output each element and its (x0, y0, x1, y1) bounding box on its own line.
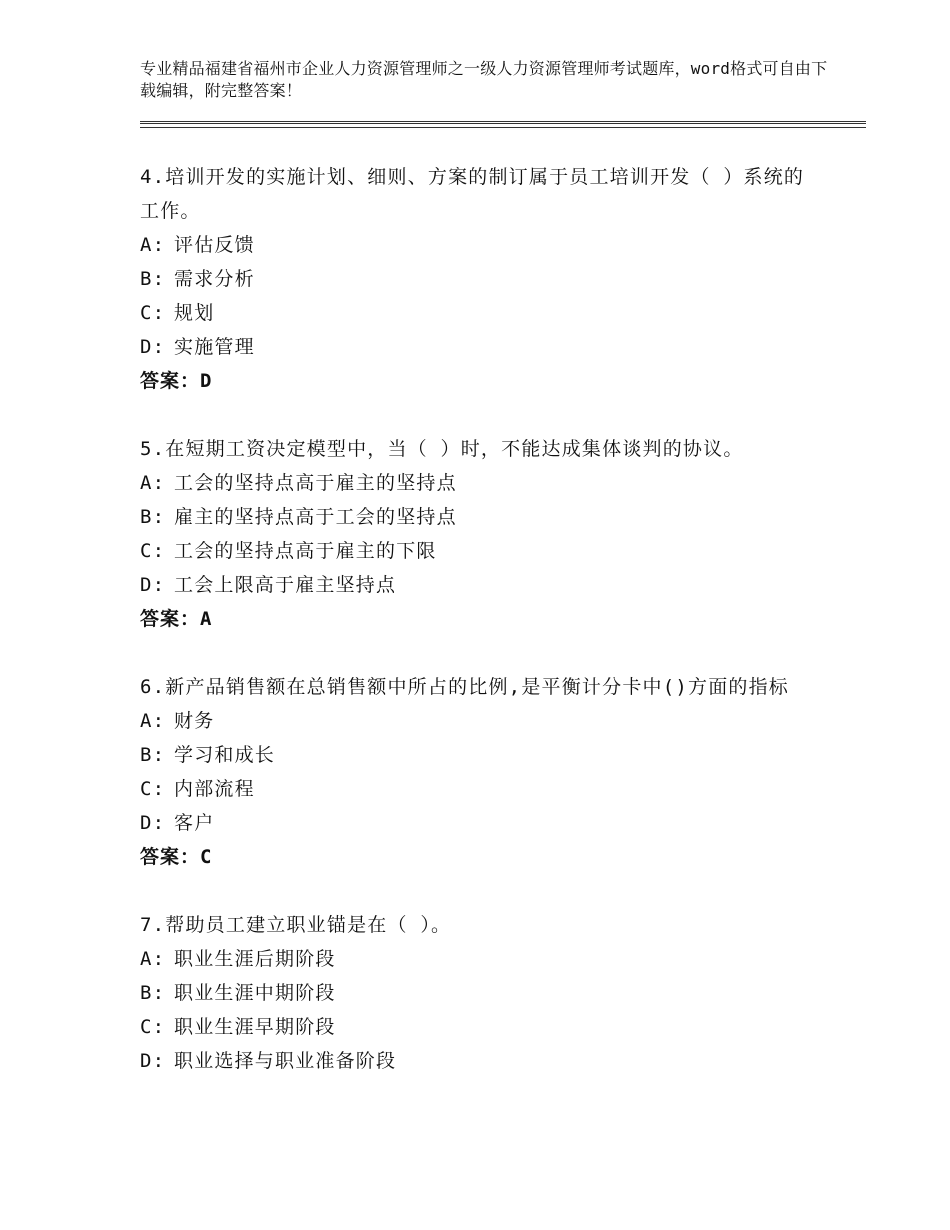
option-d (140, 1044, 820, 1078)
option-text: 工会的坚持点高于雇主的坚持点 (174, 472, 457, 494)
option-text: 客户 (174, 812, 215, 834)
option-key: B: (140, 268, 166, 290)
option-key: A: (140, 710, 166, 732)
question-6 (140, 670, 820, 874)
option-a (140, 942, 820, 976)
option-text: 工会上限高于雇主坚持点 (174, 574, 397, 596)
question-spacer (140, 398, 820, 432)
option-key: C: (140, 1016, 166, 1038)
answer-label: 答案：D (140, 370, 213, 392)
option-text: 职业生涯早期阶段 (174, 1016, 336, 1038)
option-text: 财务 (174, 710, 215, 732)
answer-label: 答案：A (140, 608, 213, 630)
option-key: A: (140, 948, 166, 970)
option-text: 规划 (174, 302, 215, 324)
option-key: C: (140, 778, 166, 800)
question-stem: 7.帮助员工建立职业锚是在（ ）。 (140, 914, 452, 936)
document-header: 专业精品福建省福州市企业人力资源管理师之一级人力资源管理师考试题库，word格式可自由下载编辑，附完整答案！ (140, 59, 828, 100)
header-divider (140, 121, 866, 128)
option-key: D: (140, 336, 166, 358)
option-key: C: (140, 540, 166, 562)
option-key: B: (140, 982, 166, 1004)
option-key: D: (140, 1050, 166, 1072)
option-c (140, 534, 820, 568)
question-5 (140, 432, 820, 636)
option-c (140, 1010, 820, 1044)
option-key: D: (140, 574, 166, 596)
option-text: 需求分析 (174, 268, 255, 290)
option-a (140, 228, 820, 262)
option-text: 职业生涯后期阶段 (174, 948, 336, 970)
option-b (140, 738, 820, 772)
question-stem: 6.新产品销售额在总销售额中所占的比例,是平衡计分卡中()方面的指标 (140, 676, 789, 698)
option-c (140, 296, 820, 330)
option-key: C: (140, 302, 166, 324)
question-4 (140, 160, 820, 398)
option-b (140, 976, 820, 1010)
option-d (140, 806, 820, 840)
option-key: B: (140, 744, 166, 766)
option-key: A: (140, 234, 166, 256)
question-stem: 4.培训开发的实施计划、细则、方案的制订属于员工培训开发（ ）系统的工作。 (140, 166, 805, 222)
question-spacer (140, 636, 820, 670)
option-text: 雇主的坚持点高于工会的坚持点 (174, 506, 457, 528)
option-text: 职业生涯中期阶段 (174, 982, 336, 1004)
option-b (140, 262, 820, 296)
option-key: B: (140, 506, 166, 528)
option-text: 职业选择与职业准备阶段 (174, 1050, 397, 1072)
question-7 (140, 908, 820, 1078)
option-d (140, 568, 820, 602)
option-key: A: (140, 472, 166, 494)
answer-label: 答案：C (140, 846, 213, 868)
option-key: D: (140, 812, 166, 834)
option-text: 评估反馈 (174, 234, 255, 256)
question-stem: 5.在短期工资决定模型中，当（ ）时，不能达成集体谈判的协议。 (140, 438, 744, 460)
option-text: 工会的坚持点高于雇主的下限 (174, 540, 437, 562)
question-spacer (140, 874, 820, 908)
option-b (140, 500, 820, 534)
option-c (140, 772, 820, 806)
option-text: 内部流程 (174, 778, 255, 800)
option-text: 学习和成长 (174, 744, 276, 766)
question-list (140, 160, 820, 1078)
option-a (140, 704, 820, 738)
option-a (140, 466, 820, 500)
option-text: 实施管理 (174, 336, 255, 358)
option-d (140, 330, 820, 364)
